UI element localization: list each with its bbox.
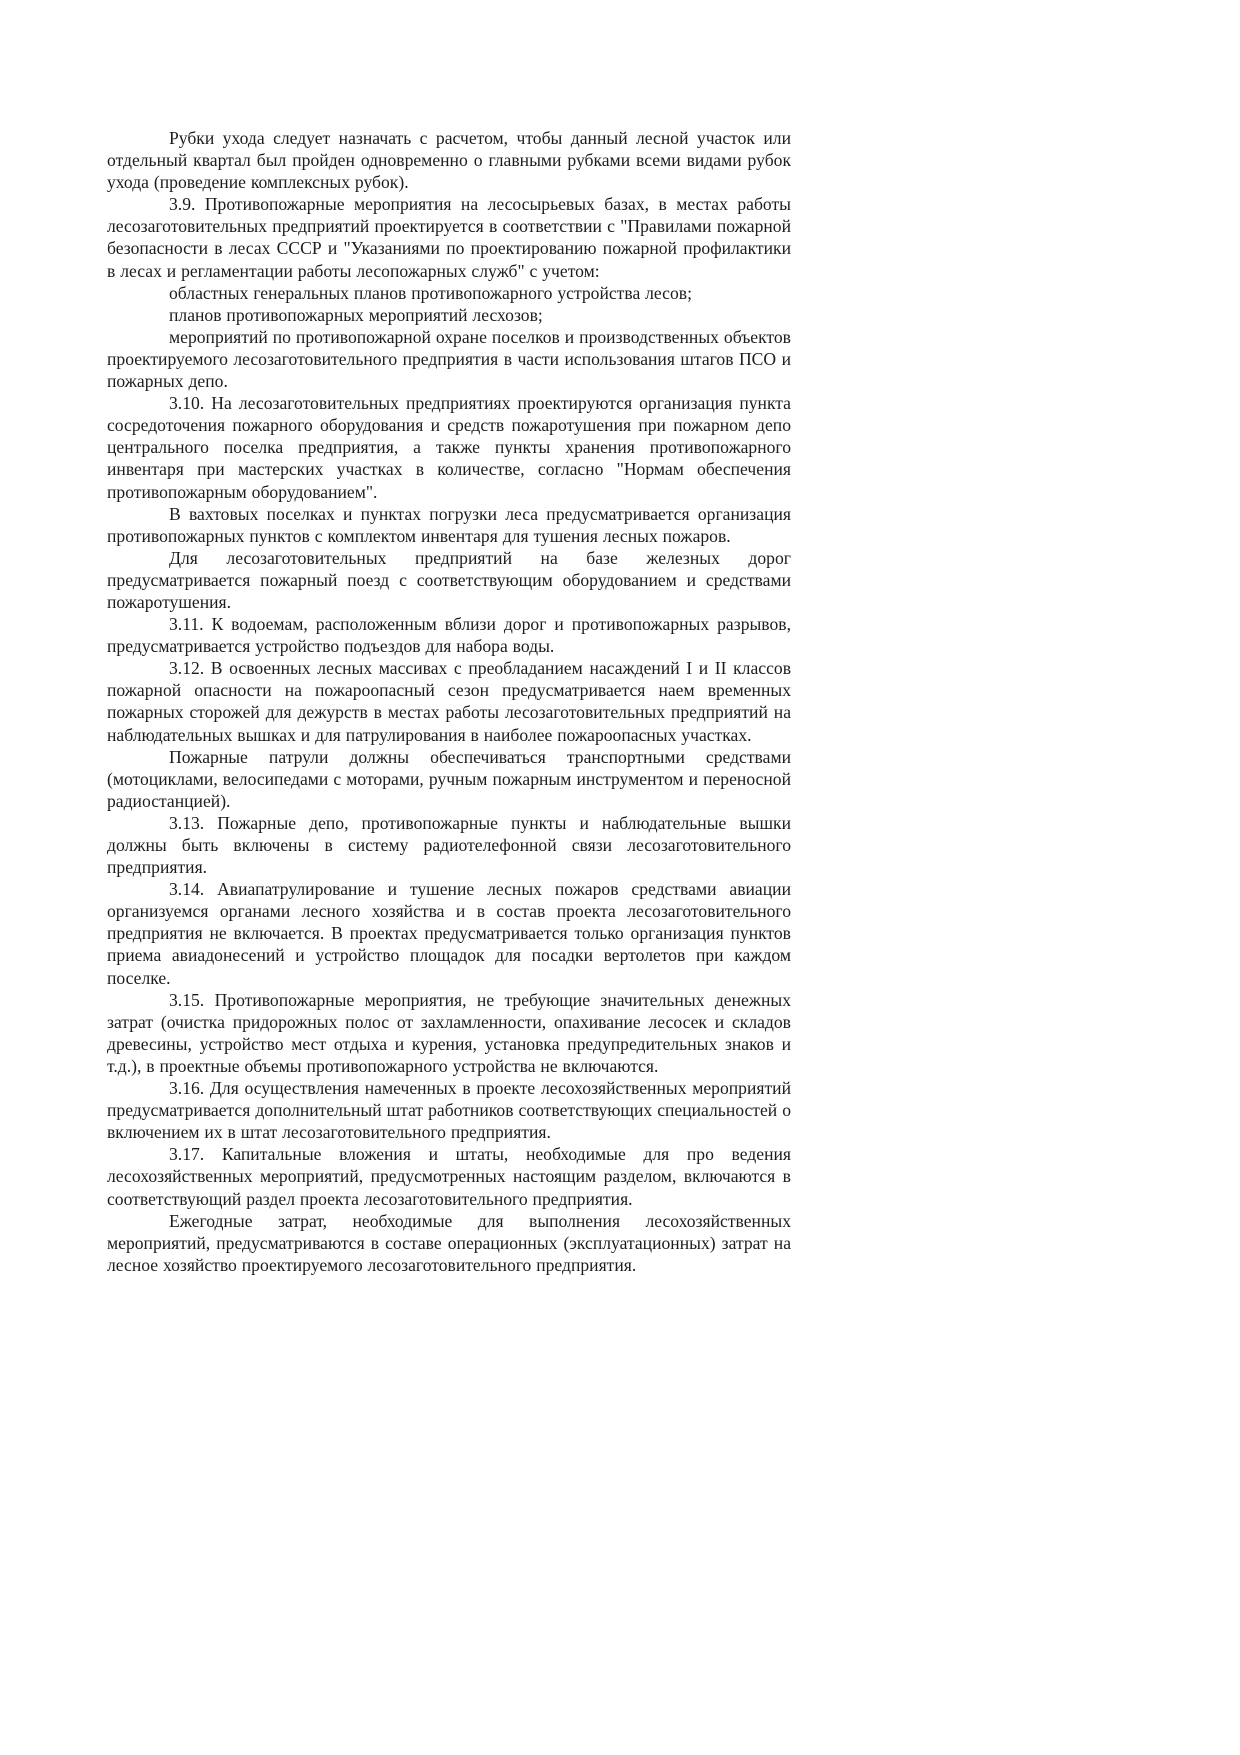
paragraph: Пожарные патрули должны обеспечиваться транспортными средствами (мотоциклами, велосипедами с моторами, ручным пожарным инструментом и переносной радиостанцией). (107, 746, 791, 811)
paragraph: мероприятий по противопожарной охране поселков и производственных объектов проектируемого лесозаготовительного предприятия в части использования штагов ПСО и пожарных депо. (107, 326, 791, 392)
paragraph: 3.9. Противопожарные мероприятия на лесосырьевых базах, в местах работы лесозаготовительных предприятий проектируется в соответствии с "Правилами пожарной безопасности в лесах СССР и "Указаниями по проектированию пожарной профилактики в лесах и регламентации работы лесопожарных служб" с учетом: (107, 194, 791, 281)
paragraph: 3.15. Противопожарные мероприятия, не требующие значительных денежных затрат (очистка придорожных полос от захламленности, опахивание лесосек и складов древесины, устройство мест отдыха и курения, установка предупредительных знаков и т.д.), в проектные объемы противопожарного устройства не включаются. (107, 989, 791, 1076)
paragraph: 3.17. Капитальные вложения и штаты, необходимые для про ведения лесохозяйственных мероприятий, предусмотренных настоящим разделом, включаются в соответствующий раздел проекта лесозаготовительного предприятия. (107, 1144, 791, 1209)
paragraph: 3.10. На лесозаготовительных предприятиях проектируются организация пункта сосредоточения пожарного оборудования и средств пожаротушения при пожарном депо центрального поселка предприятия, а также пункты хранения противопожарного инвентаря при мастерских участках в количестве, согласно "Нормам обеспечения противопожарным оборудованием". (107, 393, 791, 502)
paragraph: 3.16. Для осуществления намеченных в проекте лесохозяйственных мероприятий предусматривается дополнительный штат работников соответствующих специальностей о включением их в штат лесозаготовительного предприятия. (107, 1078, 791, 1143)
paragraph: Ежегодные затрат, необходимые для выполнения лесохозяйственных мероприятий, предусматриваются в составе операционных (эксплуатационных) затрат на лесное хозяйство проектируемого лесозаготовительного предприятия. (107, 1210, 791, 1275)
paragraph: 3.11. К водоемам, расположенным вблизи дорог и противопожарных разрывов, предусматривается устройство подъездов для набора воды. (107, 614, 791, 657)
paragraph: В вахтовых поселках и пунктах погрузки леса предусматривается организация противопожарных пунктов с комплектом инвентаря для тушения лесных пожаров. (107, 503, 791, 546)
document-text-block (107, 127, 791, 1276)
paragraph: Для лесозаготовительных предприятий на базе железных дорог предусматривается пожарный поезд с соответствующим оборудованием и средствами пожаротушения. (107, 547, 791, 612)
paragraph: 3.13. Пожарные депо, противопожарные пункты и наблюдательные вышки должны быть включены в систему радиотелефонной связи лесозаготовительного предприятия. (107, 812, 791, 878)
paragraph: планов противопожарных мероприятий лесхозов; (169, 304, 543, 325)
paragraph: областных генеральных планов противопожарного устройства лесов; (169, 282, 692, 303)
paragraph: Рубки ухода следует назначать с расчетом, чтобы данный лесной участок или отдельный квартал был пройден одновременно о главными рубками всеми видами рубок ухода (проведение комплексных рубок). (107, 128, 791, 193)
paragraph: 3.14. Авиапатрулирование и тушение лесных пожаров средствами авиации организуемся органами лесного хозяйства и в состав проекта лесозаготовительного предприятия не включается. В проектах предусматривается только организация пунктов приема авиадонесений и устройство площадок для посадки вертолетов при каждом поселке. (107, 879, 791, 988)
paragraph: 3.12. В освоенных лесных массивах с преобладанием насаждений I и II классов пожарной опасности на пожароопасный сезон предусматривается наем временных пожарных сторожей для дежурств в местах работы лесозаготовительных предприятий на наблюдательных вышках и для патрулирования в наиболее пожароопасных участках. (107, 658, 791, 745)
